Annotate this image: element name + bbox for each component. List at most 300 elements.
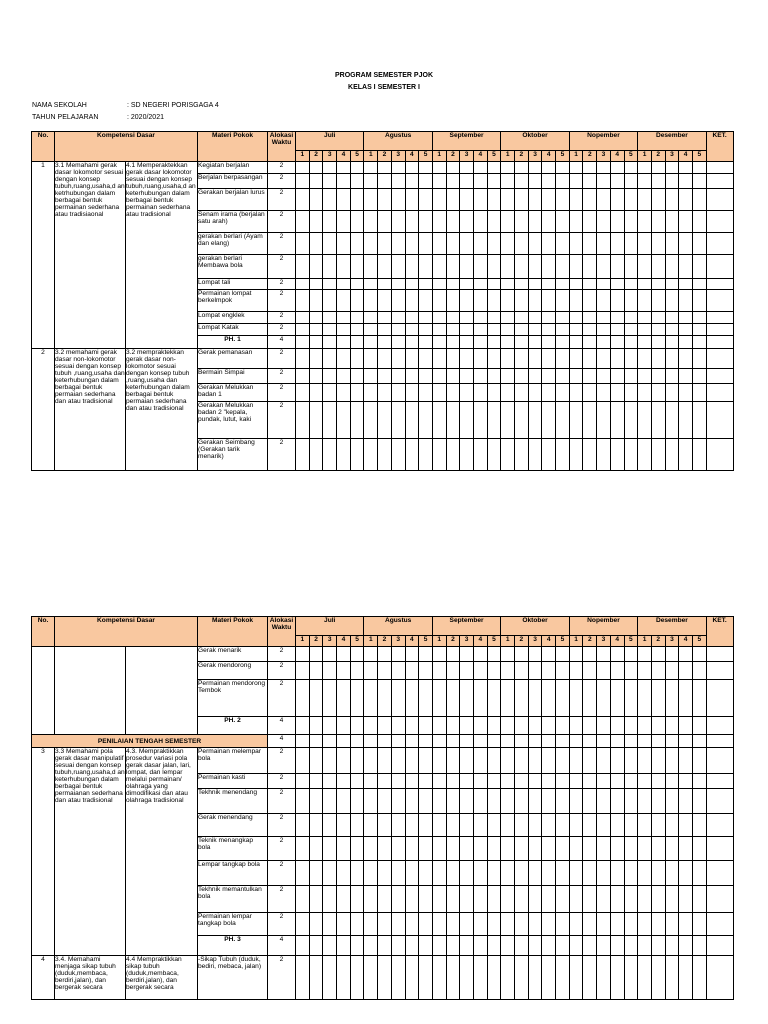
week-cell [323,312,337,324]
week-cell [323,402,337,439]
week-cell [679,735,693,748]
week-cell [473,774,487,789]
week-cell [391,662,405,680]
week-cell [624,255,638,279]
week-cell [597,211,611,233]
week-cell [583,774,597,789]
week-cell [473,233,487,255]
month-header: Juli [296,617,364,636]
alokasi-cell: 2 [268,312,296,324]
week-number: 2 [583,151,597,162]
week-cell [679,647,693,662]
ket-cell [706,789,733,814]
week-cell [679,439,693,471]
week-cell [432,956,446,1000]
week-cell [651,647,665,662]
week-cell [638,717,652,735]
week-cell [432,312,446,324]
week-number: 3 [528,151,542,162]
month-header: September [432,132,500,151]
week-cell [665,956,679,1000]
week-cell [350,861,364,886]
month-header: September [432,617,500,636]
week-cell [364,717,378,735]
week-cell [473,936,487,956]
week-cell [323,233,337,255]
week-cell [391,279,405,290]
materi-cell: Lompat tali [198,279,268,290]
week-cell [460,735,474,748]
table-row [32,956,734,1000]
week-cell [446,174,460,189]
week-cell [583,814,597,837]
alokasi-cell: 2 [268,662,296,680]
week-cell [405,211,419,233]
week-cell [405,349,419,369]
week-cell [364,837,378,861]
week-cell [692,886,706,913]
week-cell [378,255,392,279]
week-cell [391,717,405,735]
week-cell [624,349,638,369]
week-cell [446,324,460,336]
col-header-kompetensi: Kompetensi Dasar [55,617,198,647]
week-cell [569,279,583,290]
week-cell [638,312,652,324]
alokasi-cell: 4 [268,936,296,956]
week-cell [556,647,570,662]
week-cell [296,312,310,324]
week-cell [350,662,364,680]
week-cell [337,290,351,312]
ket-cell [706,814,733,837]
week-cell [610,936,624,956]
row-number: 4 [32,956,55,1000]
week-cell [405,913,419,936]
week-cell [692,349,706,369]
week-cell [624,162,638,174]
week-cell [501,748,515,774]
week-cell [378,349,392,369]
week-cell [501,369,515,384]
week-cell [337,233,351,255]
week-cell [391,189,405,211]
alokasi-cell: 2 [268,255,296,279]
week-cell [542,748,556,774]
week-cell [651,336,665,349]
week-cell [501,886,515,913]
week-number: 5 [350,636,364,647]
week-cell [337,211,351,233]
week-cell [391,369,405,384]
week-cell [679,814,693,837]
week-cell [350,324,364,336]
week-cell [583,384,597,402]
week-number: 4 [337,636,351,647]
week-cell [391,324,405,336]
week-cell [651,886,665,913]
week-cell [487,384,501,402]
week-cell [638,956,652,1000]
week-cell [583,748,597,774]
col-header-alokasi: Alokasi Waktu [268,132,296,162]
school-row [32,102,219,109]
week-cell [364,211,378,233]
ket-cell [706,936,733,956]
week-cell [473,279,487,290]
week-cell [432,162,446,174]
semester-table-2 [31,616,734,1000]
week-cell [501,861,515,886]
week-cell [583,913,597,936]
week-cell [556,369,570,384]
week-cell [610,662,624,680]
week-cell [460,913,474,936]
week-cell [638,748,652,774]
week-cell [692,647,706,662]
week-cell [501,680,515,717]
week-cell [419,255,433,279]
week-cell [624,233,638,255]
alokasi-cell: 2 [268,211,296,233]
week-cell [583,956,597,1000]
week-cell [556,336,570,349]
week-cell [515,735,529,748]
week-cell [473,290,487,312]
pts-row [32,735,734,748]
week-cell [597,349,611,369]
week-cell [460,837,474,861]
week-number: 2 [309,151,323,162]
week-cell [651,662,665,680]
week-cell [337,174,351,189]
week-cell [446,861,460,886]
week-cell [692,402,706,439]
week-cell [515,439,529,471]
week-cell [364,336,378,349]
ket-cell [706,312,733,324]
week-cell [569,774,583,789]
week-cell [556,956,570,1000]
week-cell [569,189,583,211]
week-cell [364,439,378,471]
week-cell [610,312,624,324]
week-cell [378,680,392,717]
week-cell [378,956,392,1000]
week-number: 2 [446,636,460,647]
week-cell [487,255,501,279]
week-cell [528,789,542,814]
week-cell [515,349,529,369]
week-cell [569,956,583,1000]
week-cell [296,384,310,402]
week-cell [432,384,446,402]
week-cell [624,814,638,837]
week-cell [378,717,392,735]
week-cell [624,384,638,402]
week-cell [350,789,364,814]
week-cell [501,439,515,471]
week-cell [515,936,529,956]
week-cell [364,662,378,680]
kd-knowledge: 3.2 memahami gerak dasar non-lokomotor sesuai dengan konsep tubuh ,ruang,usaha dan keterhubungan dalam berbagai bentuk permaian sederhana dan atau tradisional [55,349,126,471]
week-cell [597,735,611,748]
week-cell [391,233,405,255]
week-cell [446,336,460,349]
week-cell [679,279,693,290]
week-cell [556,189,570,211]
week-cell [583,861,597,886]
week-cell [323,774,337,789]
week-cell [405,189,419,211]
ket-cell [706,735,733,748]
week-cell [460,162,474,174]
week-cell [309,290,323,312]
week-cell [651,717,665,735]
week-cell [473,814,487,837]
week-number: 1 [501,151,515,162]
week-cell [679,402,693,439]
week-cell [665,233,679,255]
week-cell [556,290,570,312]
week-cell [583,789,597,814]
week-cell [419,384,433,402]
week-cell [624,735,638,748]
week-cell [569,837,583,861]
week-cell [432,886,446,913]
week-cell [337,748,351,774]
week-cell [460,189,474,211]
week-cell [597,647,611,662]
week-cell [528,662,542,680]
week-cell [487,789,501,814]
week-cell [405,384,419,402]
week-cell [323,369,337,384]
week-cell [515,913,529,936]
week-cell [665,789,679,814]
week-cell [364,789,378,814]
week-cell [692,956,706,1000]
week-cell [583,189,597,211]
row-number: 3 [32,748,55,956]
week-cell [624,402,638,439]
week-cell [364,384,378,402]
ket-cell [706,336,733,349]
week-cell [364,312,378,324]
week-cell [323,279,337,290]
week-cell [350,680,364,717]
materi-cell: Gerak mendorong [198,662,268,680]
week-cell [473,913,487,936]
alokasi-cell: 2 [268,233,296,255]
week-number: 4 [542,636,556,647]
week-cell [350,233,364,255]
week-cell [556,814,570,837]
week-cell [309,814,323,837]
row-number: 2 [32,349,55,471]
week-cell [692,680,706,717]
week-cell [651,189,665,211]
week-cell [542,189,556,211]
week-cell [692,913,706,936]
week-cell [460,956,474,1000]
week-cell [473,369,487,384]
week-cell [665,680,679,717]
week-cell [556,861,570,886]
week-number: 3 [391,151,405,162]
week-cell [597,662,611,680]
week-cell [515,717,529,735]
alokasi-cell: 2 [268,886,296,913]
week-cell [528,349,542,369]
month-header: Desember [638,132,706,151]
week-cell [624,913,638,936]
week-cell [419,717,433,735]
week-cell [391,886,405,913]
materi-cell: Permainan kasti [198,774,268,789]
week-cell [350,439,364,471]
week-cell [542,789,556,814]
week-cell [583,233,597,255]
week-cell [638,336,652,349]
week-cell [378,439,392,471]
week-cell [624,936,638,956]
week-cell [309,349,323,369]
week-cell [405,290,419,312]
week-cell [296,189,310,211]
week-cell [692,861,706,886]
week-cell [556,774,570,789]
week-cell [296,439,310,471]
alokasi-cell: 2 [268,324,296,336]
week-cell [378,886,392,913]
week-cell [350,336,364,349]
materi-cell: Gerakan Melukkan badan 2 "kepala, pundak, lutut, kaki [198,402,268,439]
week-number: 2 [583,636,597,647]
week-cell [364,647,378,662]
week-cell [692,255,706,279]
week-cell [638,814,652,837]
week-cell [405,886,419,913]
week-cell [446,837,460,861]
week-cell [446,233,460,255]
week-cell [651,837,665,861]
week-cell [610,814,624,837]
week-cell [405,402,419,439]
week-cell [309,662,323,680]
week-cell [296,861,310,886]
week-cell [679,717,693,735]
week-cell [296,349,310,369]
week-cell [473,956,487,1000]
week-cell [651,233,665,255]
week-cell [473,789,487,814]
ket-cell [706,680,733,717]
week-cell [350,956,364,1000]
week-cell [597,814,611,837]
week-cell [391,680,405,717]
week-cell [624,174,638,189]
week-cell [501,647,515,662]
week-cell [350,748,364,774]
week-cell [542,233,556,255]
week-cell [391,349,405,369]
week-cell [583,279,597,290]
kd-skill: 4.1 Memperaktekkan gerak dasar lokomotor sesuai dengan konsep tubuh,ruang,usaha,d an keterhubungan dalam berbagai bentuk permainan sederhana atau tradisional [126,162,198,349]
week-cell [610,369,624,384]
week-cell [391,290,405,312]
week-number: 1 [364,636,378,647]
week-cell [487,279,501,290]
week-cell [296,174,310,189]
week-cell [501,789,515,814]
week-cell [501,312,515,324]
week-cell [309,956,323,1000]
week-cell [296,774,310,789]
week-cell [419,324,433,336]
week-cell [597,837,611,861]
week-cell [624,439,638,471]
week-cell [419,735,433,748]
week-cell [542,174,556,189]
week-cell [597,680,611,717]
week-cell [419,211,433,233]
week-cell [638,349,652,369]
week-cell [597,956,611,1000]
week-cell [473,162,487,174]
week-cell [665,162,679,174]
week-cell [446,814,460,837]
week-cell [610,735,624,748]
week-cell [432,647,446,662]
week-cell [460,680,474,717]
week-cell [692,662,706,680]
week-cell [501,255,515,279]
week-cell [679,174,693,189]
week-cell [597,369,611,384]
week-cell [542,861,556,886]
week-cell [624,279,638,290]
week-cell [692,439,706,471]
week-cell [597,255,611,279]
week-cell [446,349,460,369]
week-number: 2 [446,151,460,162]
week-cell [665,735,679,748]
month-header: Nopember [569,132,637,151]
week-cell [350,735,364,748]
week-cell [378,290,392,312]
week-cell [624,886,638,913]
week-cell [597,290,611,312]
week-cell [432,290,446,312]
week-cell [309,439,323,471]
week-cell [350,936,364,956]
week-cell [337,814,351,837]
week-cell [610,402,624,439]
week-cell [309,735,323,748]
week-cell [651,814,665,837]
week-cell [378,837,392,861]
week-cell [378,748,392,774]
week-cell [515,814,529,837]
week-cell [501,324,515,336]
week-cell [460,312,474,324]
week-cell [501,233,515,255]
week-cell [487,211,501,233]
col-header-no: No. [32,132,55,162]
week-cell [556,837,570,861]
week-cell [405,312,419,324]
